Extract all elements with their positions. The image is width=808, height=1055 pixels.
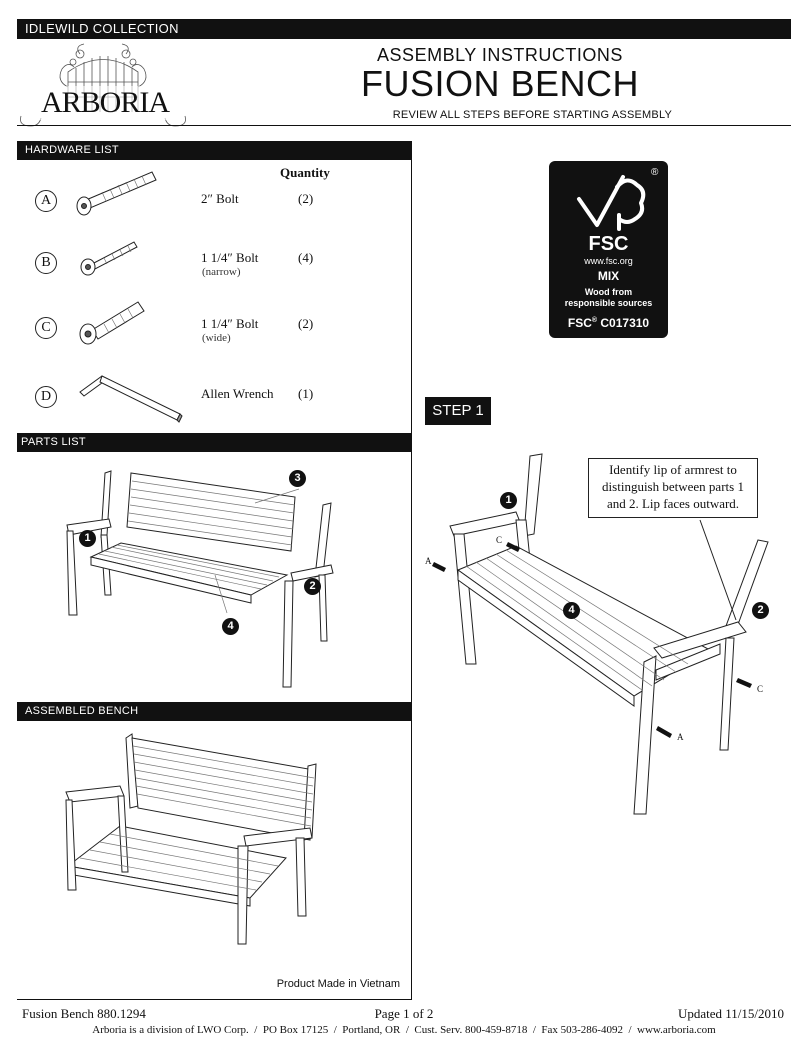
step1-label: STEP 1 — [432, 402, 484, 419]
fsc-code-registered: ® — [591, 317, 598, 324]
arboria-logo — [18, 42, 188, 130]
footer-left: Fusion Bench 880.1294 — [22, 1006, 146, 1021]
fsc-registered-mark: ® — [651, 167, 659, 178]
hardware-qty-d: (1) — [298, 386, 314, 401]
doc-title: FUSION BENCH — [360, 63, 640, 104]
review-notice: REVIEW ALL STEPS BEFORE STARTING ASSEMBLY — [392, 109, 672, 121]
hardware-list-bar — [17, 141, 412, 160]
parts-list-bar — [17, 433, 412, 452]
hardware-sub-c: (wide) — [202, 332, 231, 344]
step1-bolt-a-left: A — [425, 556, 432, 566]
step1-badge — [425, 397, 491, 425]
hardware-sub-b: (narrow) — [202, 266, 241, 278]
hardware-letter-b: B — [35, 252, 57, 274]
doc-subtitle: ASSEMBLY INSTRUCTIONS — [377, 45, 623, 65]
fsc-wood-line1: Wood from — [584, 287, 633, 297]
step1-bolt-c-right: C — [757, 684, 764, 694]
assembled-bench-bar — [17, 702, 412, 721]
bottom-divider — [17, 999, 412, 1000]
hardware-name-c: 1 1/4″ Bolt — [201, 316, 259, 331]
hardware-qty-c: (2) — [298, 316, 314, 331]
step1-callout-text: Identify lip of armrest to distinguish between parts 1 and 2. Lip faces outward. — [602, 462, 744, 511]
parts-list-label: PARTS LIST — [21, 436, 86, 448]
step1-bolt-a-right: A — [677, 732, 684, 742]
hardware-name-a: 2″ Bolt — [201, 191, 239, 206]
parts-label-2: 2 — [304, 578, 321, 595]
fsc-wood-line2: responsible sources — [564, 298, 653, 308]
hardware-list-label: HARDWARE LIST — [25, 144, 119, 156]
step1-label-2: 2 — [752, 602, 769, 619]
step1-illustration — [420, 450, 800, 830]
parts-label-4: 4 — [222, 618, 239, 635]
allen-wrench-icon — [76, 370, 186, 425]
parts-label-1: 1 — [79, 530, 96, 547]
brand-wordmark: ARBORIA — [30, 86, 180, 120]
step1-bolt-c-left: C — [496, 535, 503, 545]
hardware-qty-a: (2) — [298, 191, 314, 206]
fsc-url: www.fsc.org — [584, 256, 633, 266]
hardware-qty-b: (4) — [298, 250, 314, 265]
fsc-tree-check-icon — [571, 169, 647, 235]
header-divider — [17, 125, 791, 126]
hardware-letter-d: D — [35, 386, 57, 408]
parts-label-3: 3 — [289, 470, 306, 487]
left-column-divider — [411, 141, 412, 999]
footer-right: Updated 11/15/2010 — [677, 1006, 784, 1021]
quantity-header: Quantity — [280, 165, 330, 180]
bolt-wide-icon — [72, 296, 162, 350]
assembled-bench-label: ASSEMBLED BENCH — [25, 705, 139, 717]
fsc-badge — [549, 161, 668, 338]
hardware-letter-c: C — [35, 317, 57, 339]
fsc-code: C017310 — [600, 316, 650, 330]
collection-label: IDLEWILD COLLECTION — [25, 21, 179, 36]
fsc-mix: MIX — [597, 269, 620, 283]
hardware-name-d: Allen Wrench — [201, 386, 274, 401]
hardware-name-b: 1 1/4″ Bolt — [201, 250, 259, 265]
hardware-letter-a: A — [35, 190, 57, 212]
fsc-brand: FSC — [588, 233, 629, 255]
fsc-code-row — [549, 316, 668, 330]
assembled-bench-illustration — [58, 730, 328, 950]
bolt-narrow-icon — [72, 234, 162, 280]
step1-label-1: 1 — [500, 492, 517, 509]
made-in-notice: Product Made in Vietnam — [276, 978, 400, 990]
collection-bar — [17, 19, 791, 39]
footer-contact: Arboria is a division of LWO Corp. / PO Box 17125 / Portland, OR / Cust. Serv. 800-459-8718 / Fax 503-286-4092 / www.arboria.com — [92, 1024, 716, 1036]
step1-label-4: 4 — [563, 602, 580, 619]
footer-page: Page 1 of 2 — [374, 1006, 434, 1021]
bolt-2in-icon — [72, 168, 162, 218]
fsc-code-brand: FSC — [567, 316, 592, 330]
